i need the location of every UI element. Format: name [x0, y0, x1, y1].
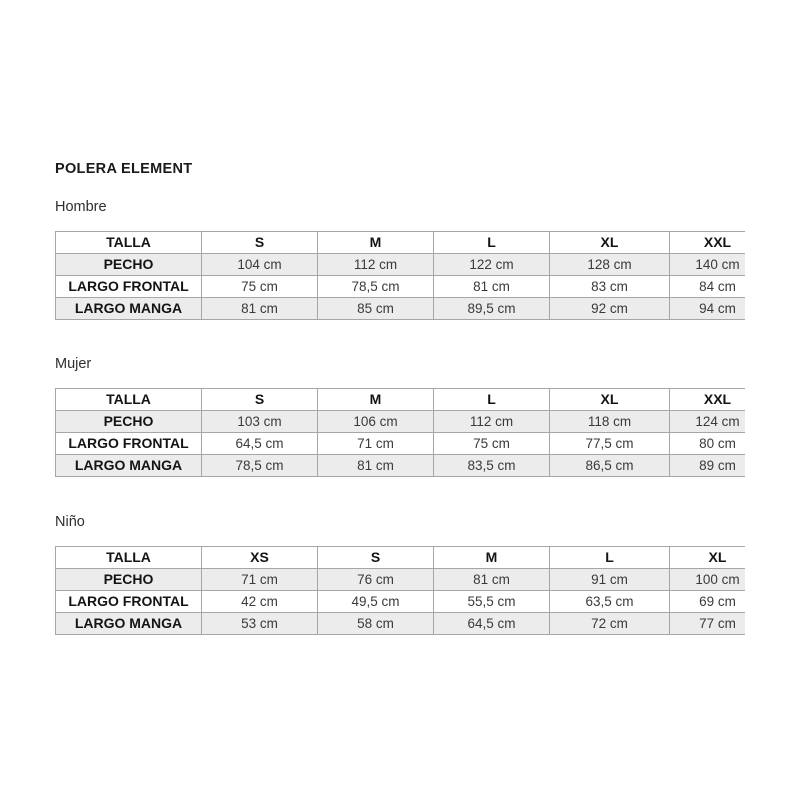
measure-value-cell: 140 cm — [670, 254, 746, 276]
measure-value-cell: 77,5 cm — [550, 433, 670, 455]
measure-value-cell: 71 cm — [202, 569, 318, 591]
measure-value-cell: 124 cm — [670, 411, 746, 433]
header-cell-size: L — [550, 547, 670, 569]
size-table-wrapper-nino — [55, 546, 745, 635]
measure-value-cell: 75 cm — [202, 276, 318, 298]
header-cell-size: XL — [670, 547, 746, 569]
measure-value-cell: 81 cm — [434, 276, 550, 298]
header-cell-size: S — [202, 389, 318, 411]
table-row-largo-manga — [56, 613, 746, 635]
table-header-row — [56, 389, 746, 411]
header-cell-size: S — [318, 547, 434, 569]
header-cell-talla: TALLA — [56, 389, 202, 411]
measure-value-cell: 91 cm — [550, 569, 670, 591]
table-header-row — [56, 547, 746, 569]
header-cell-size: XXL — [670, 232, 746, 254]
table-row-pecho — [56, 254, 746, 276]
measure-value-cell: 106 cm — [318, 411, 434, 433]
table-row-pecho — [56, 411, 746, 433]
header-cell-size: S — [202, 232, 318, 254]
measure-value-cell: 83,5 cm — [434, 455, 550, 477]
measure-value-cell: 100 cm — [670, 569, 746, 591]
header-cell-size: XL — [550, 389, 670, 411]
measure-value-cell: 78,5 cm — [318, 276, 434, 298]
measure-value-cell: 89 cm — [670, 455, 746, 477]
table-header-row — [56, 232, 746, 254]
measure-value-cell: 92 cm — [550, 298, 670, 320]
size-table-wrapper-hombre — [55, 231, 745, 320]
header-cell-size: L — [434, 232, 550, 254]
header-cell-talla: TALLA — [56, 232, 202, 254]
measure-value-cell: 42 cm — [202, 591, 318, 613]
measure-value-cell: 58 cm — [318, 613, 434, 635]
measure-value-cell: 89,5 cm — [434, 298, 550, 320]
table-row-largo-frontal — [56, 276, 746, 298]
table-row-largo-manga — [56, 455, 746, 477]
measure-value-cell: 112 cm — [318, 254, 434, 276]
header-cell-talla: TALLA — [56, 547, 202, 569]
measure-value-cell: 75 cm — [434, 433, 550, 455]
measure-value-cell: 53 cm — [202, 613, 318, 635]
measure-value-cell: 85 cm — [318, 298, 434, 320]
measure-value-cell: 64,5 cm — [202, 433, 318, 455]
measure-label-cell: LARGO FRONTAL — [56, 433, 202, 455]
measure-value-cell: 81 cm — [434, 569, 550, 591]
document-title: POLERA ELEMENT — [55, 161, 193, 177]
measure-value-cell: 81 cm — [202, 298, 318, 320]
table-row-pecho — [56, 569, 746, 591]
measure-value-cell: 83 cm — [550, 276, 670, 298]
measure-value-cell: 49,5 cm — [318, 591, 434, 613]
measure-value-cell: 63,5 cm — [550, 591, 670, 613]
table-row-largo-frontal — [56, 591, 746, 613]
size-table-nino — [55, 546, 745, 635]
size-table-hombre — [55, 231, 745, 320]
size-table-mujer — [55, 388, 745, 477]
section-label-mujer: Mujer — [55, 356, 92, 372]
measure-value-cell: 76 cm — [318, 569, 434, 591]
header-cell-size: XXL — [670, 389, 746, 411]
measure-value-cell: 86,5 cm — [550, 455, 670, 477]
measure-value-cell: 71 cm — [318, 433, 434, 455]
measure-label-cell: LARGO MANGA — [56, 613, 202, 635]
measure-value-cell: 81 cm — [318, 455, 434, 477]
header-cell-size: M — [434, 547, 550, 569]
measure-value-cell: 69 cm — [670, 591, 746, 613]
measure-label-cell: PECHO — [56, 569, 202, 591]
measure-label-cell: LARGO FRONTAL — [56, 276, 202, 298]
measure-value-cell: 72 cm — [550, 613, 670, 635]
measure-value-cell: 78,5 cm — [202, 455, 318, 477]
measure-label-cell: PECHO — [56, 254, 202, 276]
header-cell-size: M — [318, 232, 434, 254]
size-table-wrapper-mujer — [55, 388, 745, 477]
section-label-nino: Niño — [55, 514, 85, 530]
measure-value-cell: 80 cm — [670, 433, 746, 455]
measure-value-cell: 122 cm — [434, 254, 550, 276]
measure-label-cell: PECHO — [56, 411, 202, 433]
measure-value-cell: 64,5 cm — [434, 613, 550, 635]
measure-value-cell: 94 cm — [670, 298, 746, 320]
measure-value-cell: 77 cm — [670, 613, 746, 635]
measure-value-cell: 118 cm — [550, 411, 670, 433]
measure-value-cell: 55,5 cm — [434, 591, 550, 613]
measure-value-cell: 128 cm — [550, 254, 670, 276]
measure-value-cell: 112 cm — [434, 411, 550, 433]
section-label-hombre: Hombre — [55, 199, 107, 215]
measure-label-cell: LARGO FRONTAL — [56, 591, 202, 613]
header-cell-size: M — [318, 389, 434, 411]
header-cell-size: L — [434, 389, 550, 411]
header-cell-size: XL — [550, 232, 670, 254]
measure-value-cell: 84 cm — [670, 276, 746, 298]
measure-value-cell: 104 cm — [202, 254, 318, 276]
table-row-largo-manga — [56, 298, 746, 320]
measure-label-cell: LARGO MANGA — [56, 298, 202, 320]
header-cell-size: XS — [202, 547, 318, 569]
measure-value-cell: 103 cm — [202, 411, 318, 433]
measure-label-cell: LARGO MANGA — [56, 455, 202, 477]
table-row-largo-frontal — [56, 433, 746, 455]
